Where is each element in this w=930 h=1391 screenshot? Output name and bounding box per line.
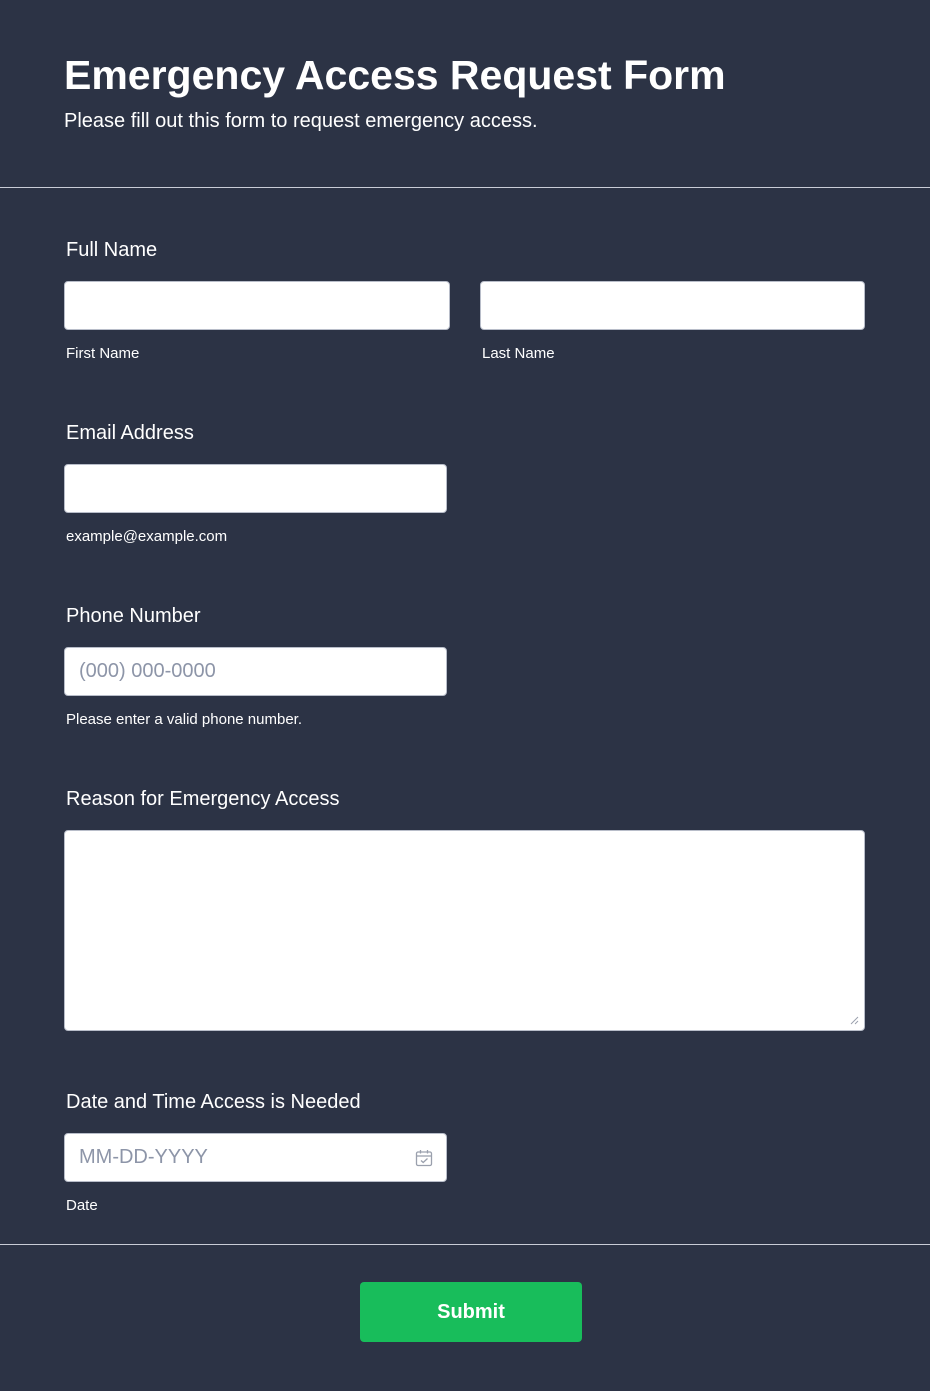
full-name-label: Full Name [66,239,158,261]
reason-label: Reason for Emergency Access [66,788,340,810]
phone-sublabel: Please enter a valid phone number. [66,711,302,728]
email-label: Email Address [66,422,194,444]
date-label: Date and Time Access is Needed [66,1091,361,1113]
date-sublabel: Date [66,1197,98,1214]
resize-grip-icon[interactable] [849,1015,859,1025]
email-input[interactable] [64,464,447,513]
first-name-sublabel: First Name [66,345,140,362]
email-sublabel: example@example.com [66,528,228,545]
date-input[interactable] [64,1133,447,1182]
phone-label: Phone Number [66,605,201,627]
last-name-sublabel: Last Name [482,345,555,362]
footer-divider [0,1244,930,1245]
last-name-input[interactable] [480,281,865,330]
first-name-input[interactable] [64,281,450,330]
form-title: Emergency Access Request Form [64,52,726,98]
calendar-icon[interactable] [414,1148,434,1168]
submit-button[interactable]: Submit [360,1282,582,1342]
form-subtitle: Please fill out this form to request emergency access. [64,110,538,132]
phone-input[interactable] [64,647,447,696]
reason-textarea[interactable] [64,830,865,1031]
form-header [0,0,930,188]
